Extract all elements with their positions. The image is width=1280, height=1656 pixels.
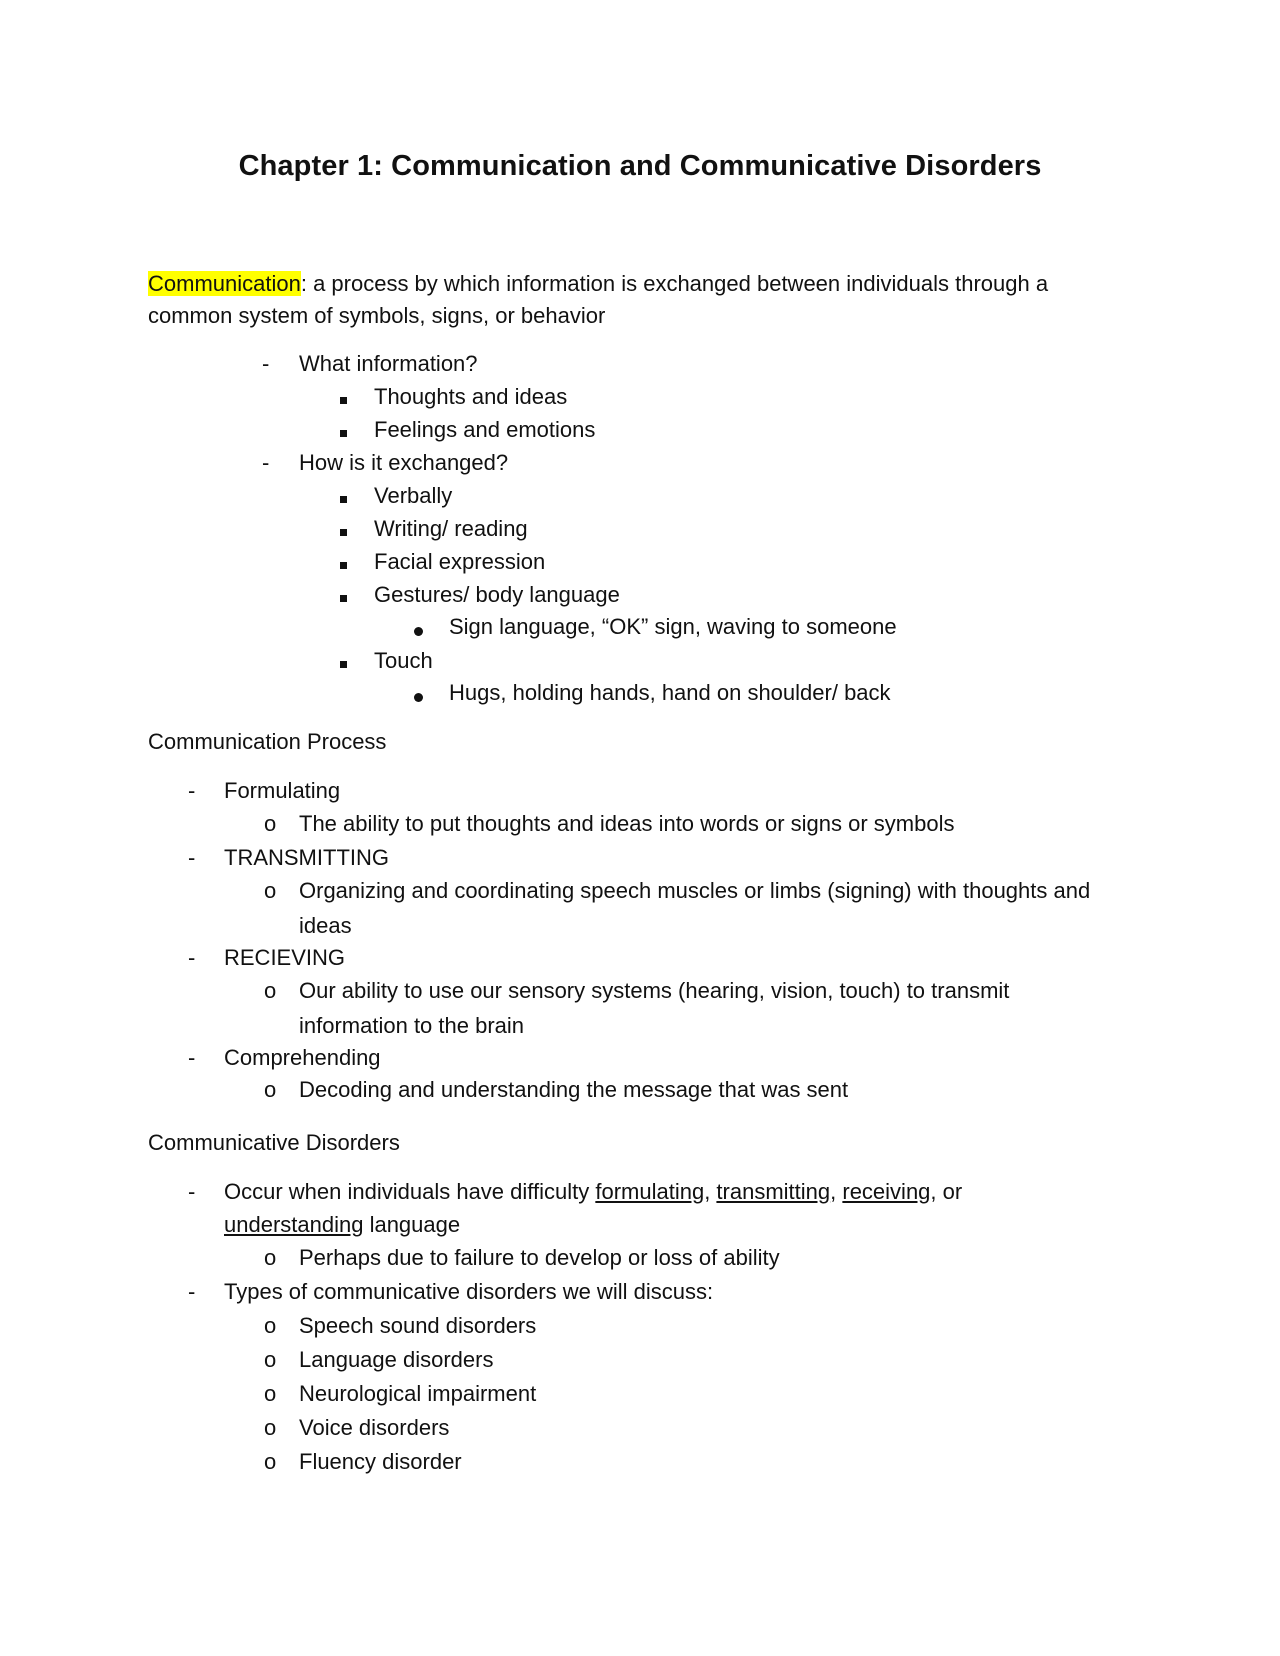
list-item: Decoding and understanding the message that was sent bbox=[299, 1077, 849, 1102]
circle-bullet-marker: o bbox=[264, 978, 277, 1003]
circle-bullet-marker: o bbox=[264, 1077, 277, 1102]
square-bullet-icon bbox=[340, 397, 347, 404]
list-item: Types of communicative disorders we will discuss: bbox=[224, 1279, 714, 1304]
separator: , bbox=[704, 1179, 717, 1204]
circle-bullet-marker: o bbox=[264, 1415, 277, 1440]
circle-bullet-marker: o bbox=[264, 1347, 277, 1372]
square-bullet-icon bbox=[340, 661, 347, 668]
section-heading-process: Communication Process bbox=[148, 729, 387, 754]
list-item-continuation bbox=[224, 1209, 460, 1241]
circle-bullet-marker: o bbox=[264, 878, 277, 903]
list-item: Sign language, “OK” sign, waving to someone bbox=[449, 614, 897, 639]
dash-marker: - bbox=[188, 845, 196, 870]
square-bullet-icon bbox=[340, 562, 347, 569]
how-question: How is it exchanged? bbox=[299, 450, 509, 475]
list-item: Perhaps due to failure to develop or loss of ability bbox=[299, 1245, 780, 1270]
dash-marker: - bbox=[262, 351, 270, 376]
section-heading-disorders: Communicative Disorders bbox=[148, 1130, 400, 1155]
list-item: Neurological impairment bbox=[299, 1381, 537, 1406]
list-item: TRANSMITTING bbox=[224, 845, 389, 870]
underlined-formulating: formulating bbox=[595, 1179, 705, 1204]
square-bullet-icon bbox=[340, 595, 347, 602]
dash-marker: - bbox=[262, 450, 270, 475]
underlined-transmitting: transmitting bbox=[716, 1179, 831, 1204]
list-item: Writing/ reading bbox=[374, 516, 528, 541]
definition-line-1 bbox=[148, 268, 1048, 300]
circle-bullet-marker: o bbox=[264, 1313, 277, 1338]
what-question: What information? bbox=[299, 351, 478, 376]
round-bullet-icon bbox=[414, 627, 423, 636]
list-item bbox=[224, 1176, 962, 1208]
dash-marker: - bbox=[188, 1279, 196, 1304]
circle-bullet-marker: o bbox=[264, 1381, 277, 1406]
list-item: Touch bbox=[374, 648, 433, 673]
list-item: RECIEVING bbox=[224, 945, 346, 970]
square-bullet-icon bbox=[340, 496, 347, 503]
definition-term: Communication bbox=[148, 271, 301, 296]
dash-marker: - bbox=[188, 1045, 196, 1070]
list-item: Our ability to use our sensory systems (hearing, vision, touch) to transmit bbox=[299, 978, 1010, 1003]
list-item: Thoughts and ideas bbox=[374, 384, 568, 409]
separator: , bbox=[830, 1179, 843, 1204]
list-item: Organizing and coordinating speech muscles or limbs (signing) with thoughts and bbox=[299, 878, 1091, 903]
square-bullet-icon bbox=[340, 430, 347, 437]
definition-line-2: common system of symbols, signs, or behavior bbox=[148, 303, 606, 328]
circle-bullet-marker: o bbox=[264, 1449, 277, 1474]
list-item: Comprehending bbox=[224, 1045, 381, 1070]
list-item: The ability to put thoughts and ideas into words or signs or symbols bbox=[299, 811, 955, 836]
separator: , or bbox=[930, 1179, 963, 1204]
dash-marker: - bbox=[188, 1179, 196, 1204]
list-item: Gestures/ body language bbox=[374, 582, 620, 607]
list-item: Language disorders bbox=[299, 1347, 494, 1372]
square-bullet-icon bbox=[340, 529, 347, 536]
definition-text-1: : a process by which information is exchanged between individuals through a bbox=[300, 271, 1049, 296]
underlined-receiving: receiving bbox=[842, 1179, 931, 1204]
list-item-continuation: ideas bbox=[299, 913, 352, 938]
occur-suffix: language bbox=[363, 1212, 461, 1237]
list-item: Speech sound disorders bbox=[299, 1313, 537, 1338]
list-item-continuation: information to the brain bbox=[299, 1013, 525, 1038]
list-item: Hugs, holding hands, hand on shoulder/ back bbox=[449, 680, 891, 705]
list-item: Verbally bbox=[374, 483, 453, 508]
list-item: Facial expression bbox=[374, 549, 546, 574]
round-bullet-icon bbox=[414, 693, 423, 702]
circle-bullet-marker: o bbox=[264, 1245, 277, 1270]
list-item: Feelings and emotions bbox=[374, 417, 596, 442]
page-title: Chapter 1: Communication and Communicative Disorders bbox=[238, 150, 1042, 182]
circle-bullet-marker: o bbox=[264, 811, 277, 836]
dash-marker: - bbox=[188, 778, 196, 803]
dash-marker: - bbox=[188, 945, 196, 970]
list-item: Formulating bbox=[224, 778, 341, 803]
underlined-understanding: understanding bbox=[224, 1212, 364, 1237]
occur-prefix: Occur when individuals have difficulty bbox=[224, 1179, 596, 1204]
list-item: Voice disorders bbox=[299, 1415, 450, 1440]
list-item: Fluency disorder bbox=[299, 1449, 462, 1474]
